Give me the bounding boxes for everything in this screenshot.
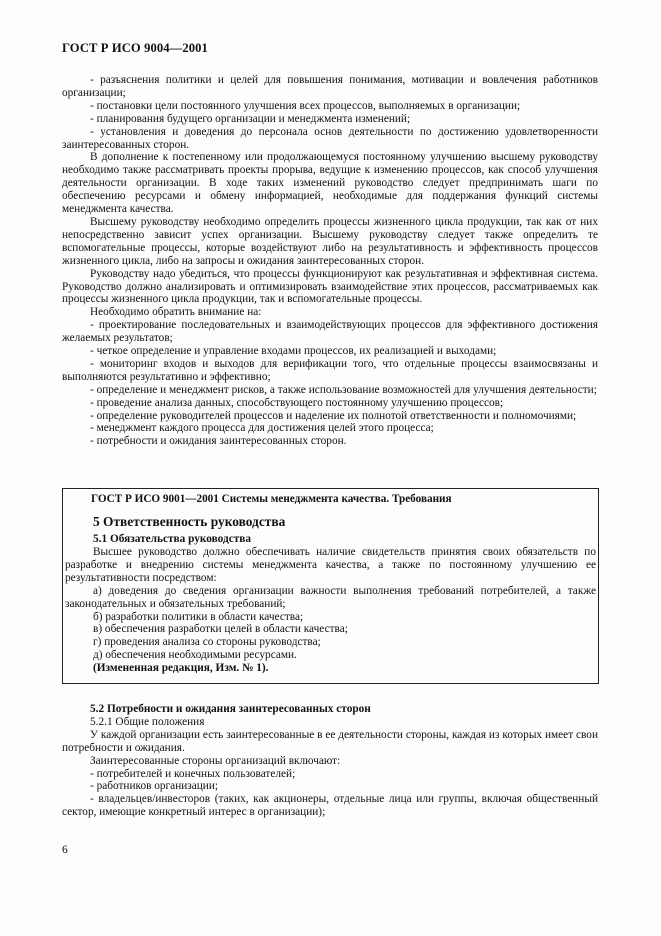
box-list-item: в) обеспечения разработки целей в области качества; — [93, 623, 348, 636]
paragraph: Высшему руководству необходимо определить процессы жизненного цикла продукции, так как от них непосредственно зависит успех организации. Высшему руководству следует также определить те вспомогательные процессы, которые воздействуют либо на результативность и эффективность процессов жизненного цикла, либо на запросы и ожидания заинтересованных сторон. — [62, 215, 598, 267]
paragraph: - постановки цели постоянного улучшения всех процессов, выполняемых в организации; — [90, 99, 521, 112]
quoted-standard-box — [62, 488, 599, 684]
box-intro: Высшее руководство должно обеспечивать наличие свидетельств принятия своих обязательств по разработке и внедрению системы менеджмента качества, а также по постоянному улучшению ее результативности посредством: — [65, 546, 596, 584]
box-section-heading: 5 Ответственность руководства — [93, 514, 286, 529]
paragraph: - определение и менеджмент рисков, а также использование возможностей для улучшения деятельности; — [90, 383, 597, 396]
paragraph: - владельцев/инвесторов (таких, как акционеры, отдельные лица или группы, включая общественный сектор, имеющие конкретный интерес в организации); — [62, 793, 598, 819]
box-title: ГОСТ Р ИСО 9001—2001 Системы менеджмента качества. Требования — [91, 493, 452, 505]
paragraph: Заинтересованные стороны организаций включают: — [90, 754, 341, 767]
box-list-item: а) доведения до сведения организации важности выполнения требований потребителей, а также законодательных и обязательных требований; — [65, 584, 596, 610]
paragraph: - проектирование последовательных и взаимодействующих процессов для эффективного достижения желаемых результатов; — [62, 319, 598, 345]
page-number: 6 — [62, 844, 68, 856]
page-header: ГОСТ Р ИСО 9004—2001 — [62, 41, 208, 55]
paragraph: - разъяснения политики и целей для повышения понимания, мотивации и вовлечения работников организации; — [62, 74, 598, 99]
section-5-2 — [62, 703, 598, 819]
paragraph: - потребителей и конечных пользователей; — [90, 767, 296, 780]
paragraph: - установления и доведения до персонала основ деятельности по достижению удовлетворенности заинтересованных сторон. — [62, 125, 598, 151]
box-subsection-heading: 5.1 Обязательства руководства — [93, 533, 252, 545]
paragraph: У каждой организации есть заинтересованные в ее деятельности стороны, каждая из которых имеет свои потребности и ожидания. — [62, 728, 598, 754]
paragraph: В дополнение к постепенному или продолжающемуся постоянному улучшению высшему руководству необходимо также рассматривать проекты прорыва, ведущие к изменению процессов, как способ улучшения деятельности организации. В ходе таких изменений руководство следует предпринимать шаги по обеспечению ресурсами и обмену информацией, необходимые для поддержания функций системы менеджмента качества. — [62, 151, 598, 216]
box-list-item: д) обеспечения необходимыми ресурсами. — [93, 649, 297, 662]
subsection-heading: 5.2.1 Общие положения — [90, 715, 205, 728]
paragraph: - мониторинг входов и выходов для верификации того, что отдельные процессы взаимосвязаны и выполняются результативно и эффективно; — [62, 357, 598, 383]
paragraph: - работников организации; — [90, 780, 219, 793]
paragraph: - четкое определение и управление входами процессов, их реализацией и выходами; — [90, 345, 497, 358]
paragraph: - потребности и ожидания заинтересованных сторон. — [90, 435, 347, 448]
box-body-text — [65, 546, 596, 675]
paragraph: - планирования будущего организации и менеджмента изменений; — [90, 112, 411, 125]
paragraph: - проведение анализа данных, способствующего постоянному улучшению процессов; — [90, 396, 504, 409]
amendment-note: (Измененная редакция, Изм. № 1). — [93, 662, 269, 675]
box-list-item: г) проведения анализа со стороны руководства; — [93, 636, 321, 649]
paragraph: Необходимо обратить внимание на: — [90, 306, 262, 319]
paragraph: - определение руководителей процессов и наделение их полнотой ответственности и полномочиями; — [90, 409, 577, 422]
paragraph: Руководству надо убедиться, что процессы функционируют как результативная и эффективная система. Руководство должно анализировать и оптимизировать взаимодействие этих процессов, рассматриваемых как процессы жизненного цикла продукции, так и вспомогательные процессы. — [62, 267, 598, 306]
paragraph: - менеджмент каждого процесса для достижения целей этого процесса; — [90, 422, 434, 435]
main-body-text — [62, 74, 598, 448]
box-list-item: б) разработки политики в области качества; — [93, 610, 304, 623]
section-heading: 5.2 Потребности и ожидания заинтересованных сторон — [90, 703, 371, 715]
